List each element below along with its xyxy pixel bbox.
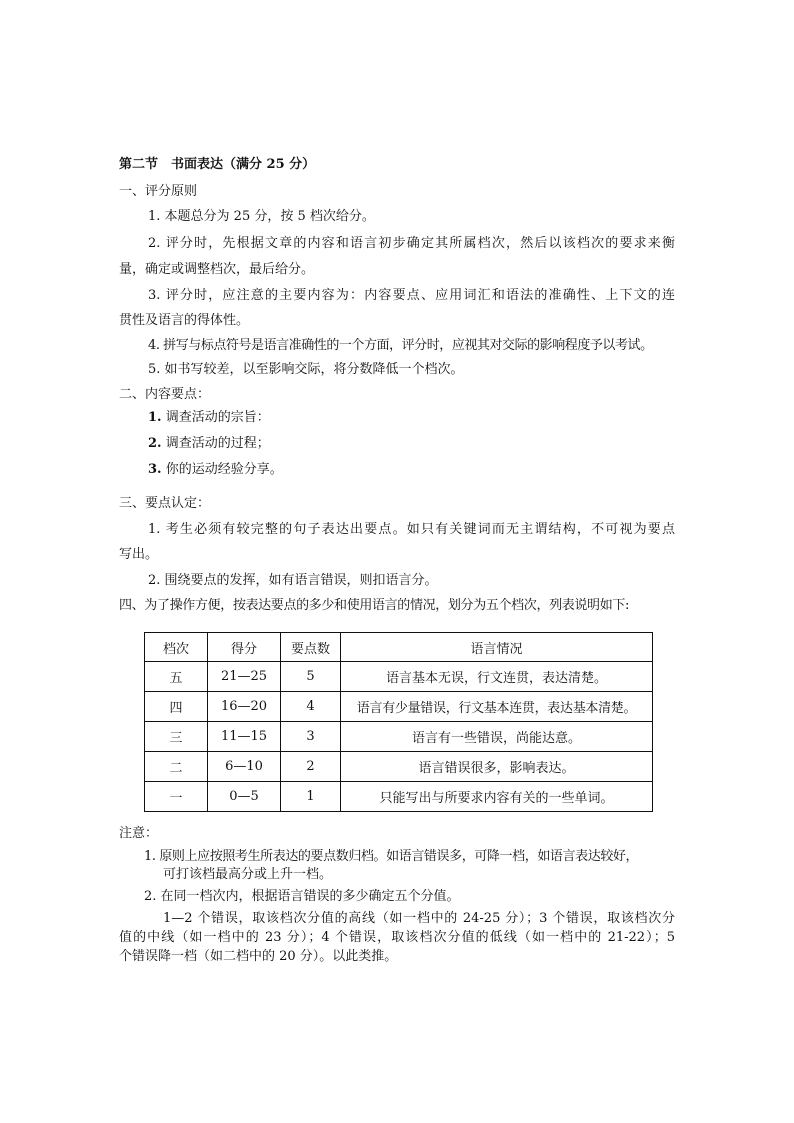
cell-points: 3 [281, 722, 341, 752]
table-row [145, 692, 653, 722]
point-3 [148, 462, 283, 478]
point-2-num: 2. [148, 436, 162, 451]
rule-5: 5. 如书写较差，以至影响交际，将分数降低一个档次。 [148, 362, 464, 377]
header-points: 要点数 [281, 633, 341, 662]
cell-language: 只能写出与所要求内容有关的一些单词。 [341, 782, 653, 812]
table-header-row [145, 633, 653, 662]
point-3-text: 你的运动经验分享。 [165, 462, 283, 477]
rule-2: 2. 评分时，先根据文章的内容和语言初步确定其所属档次，然后以该档次的要求来衡 [148, 236, 675, 251]
note-2: 2. 在同一档次内，根据语言错误的多少确定五个分值。 [144, 889, 460, 904]
cell-points: 2 [281, 752, 341, 782]
point-1-text: 调查活动的宗旨： [165, 410, 270, 425]
note-1-cont: 可打该档最高分或上升一档。 [163, 867, 333, 882]
cell-level: 一 [145, 782, 208, 812]
note-paragraph-line-2: 值的中线（如一档中的 23 分）；4 个错误，取该档次分值的低线（如一档中的 21-22）；5 [119, 930, 675, 945]
cell-score: 11—15 [208, 722, 281, 752]
cell-score: 0—5 [208, 782, 281, 812]
point-3-num: 3. [148, 462, 162, 477]
cell-score: 16—20 [208, 692, 281, 722]
cell-language: 语言错误很多，影响表达。 [341, 752, 653, 782]
note-paragraph-line-3: 个错误降一档（如二档中的 20 分）。以此类推。 [119, 949, 398, 964]
header-score: 得分 [208, 633, 281, 662]
header-language: 语言情况 [341, 633, 653, 662]
table-row [145, 752, 653, 782]
criterion-1: 1. 考生必须有较完整的句子表达出要点。如只有关键词而无主谓结构，不可视为要点 [148, 522, 675, 537]
grading-table [144, 632, 653, 812]
note-paragraph-line-1: 1—2 个错误，取该档次分值的高线（如一档中的 24-25 分）；3 个错误，取该档次分 [163, 911, 675, 926]
criterion-1-cont: 写出。 [119, 547, 159, 562]
criterion-2: 2. 围绕要点的发挥，如有语言错误，则扣语言分。 [148, 573, 438, 588]
point-1-num: 1. [148, 410, 162, 425]
cell-language: 语言有一些错误，尚能达意。 [341, 722, 653, 752]
cell-level: 四 [145, 692, 208, 722]
cell-level: 三 [145, 722, 208, 752]
point-2 [148, 436, 270, 452]
cell-language: 语言基本无误，行文连贯，表达清楚。 [341, 662, 653, 692]
part3-heading: 三、要点认定： [119, 496, 211, 511]
cell-level: 五 [145, 662, 208, 692]
rule-2-cont: 量，确定或调整档次，最后给分。 [119, 262, 315, 277]
table-row [145, 662, 653, 692]
part4-heading: 四、为了操作方便，按表达要点的多少和使用语言的情况，划分为五个档次，列表说明如下: [119, 598, 630, 613]
cell-points: 1 [281, 782, 341, 812]
section-title: 第二节 书面表达（满分 25 分） [119, 157, 316, 172]
cell-language: 语言有少量错误，行文基本连贯，表达基本清楚。 [341, 692, 653, 722]
cell-score: 6—10 [208, 752, 281, 782]
cell-level: 二 [145, 752, 208, 782]
rule-1: 1. 本题总分为 25 分，按 5 档次给分。 [148, 209, 375, 224]
cell-points: 4 [281, 692, 341, 722]
table-row [145, 782, 653, 812]
cell-points: 5 [281, 662, 341, 692]
header-level: 档次 [145, 633, 208, 662]
cell-score: 21—25 [208, 662, 281, 692]
point-2-text: 调查活动的过程； [165, 436, 270, 451]
part1-heading: 一、评分原则 [119, 184, 198, 199]
note-1: 1. 原则上应按照考生所表达的要点数归档。如语言错误多，可降一档，如语言表达较好， [144, 849, 639, 864]
part2-heading: 二、内容要点： [119, 387, 211, 402]
table-row [145, 722, 653, 752]
rule-4: 4. 拼写与标点符号是语言准确性的一个方面，评分时，应视其对交际的影响程度予以考试。 [148, 338, 653, 353]
rule-3: 3. 评分时，应注意的主要内容为：内容要点、应用词汇和语法的准确性、上下文的连 [148, 288, 675, 303]
notes-heading: 注意： [119, 826, 159, 841]
point-1 [148, 410, 270, 426]
rule-3-cont: 贯性及语言的得体性。 [119, 313, 250, 328]
